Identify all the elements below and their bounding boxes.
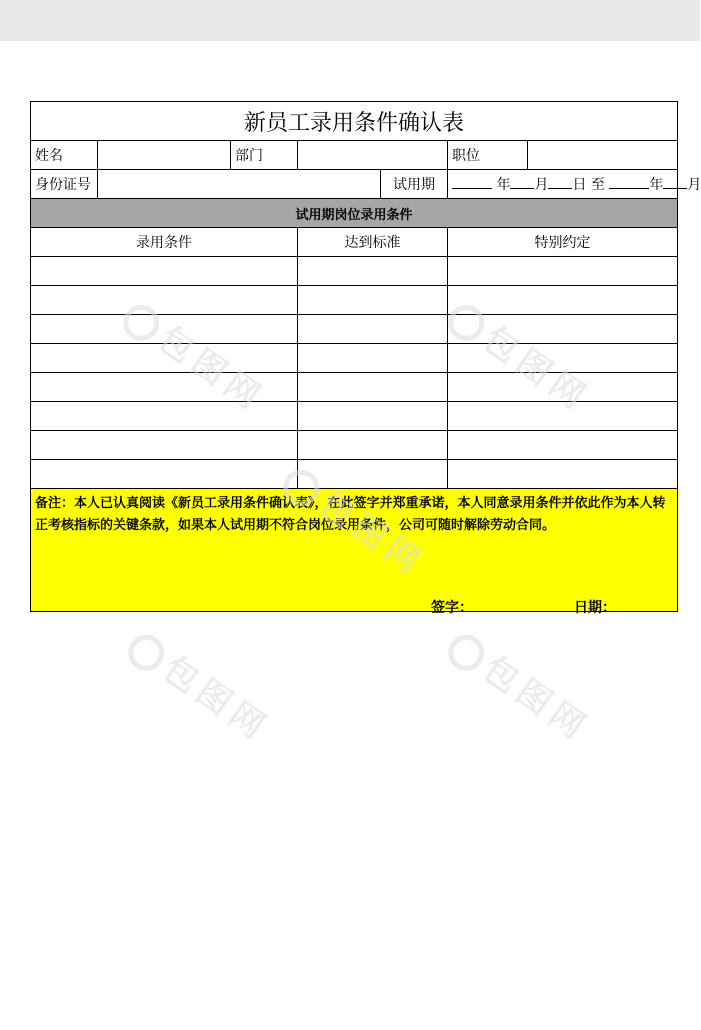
condition-cell[interactable] bbox=[31, 402, 298, 431]
special-cell[interactable] bbox=[448, 460, 678, 489]
position-label: 职位 bbox=[448, 141, 528, 170]
signature-line bbox=[31, 597, 677, 616]
confirmation-form bbox=[30, 101, 701, 616]
condition-cell[interactable] bbox=[31, 286, 298, 315]
table-row bbox=[31, 402, 678, 431]
watermark-icon: 包图网 bbox=[276, 453, 437, 586]
watermark-icon: 包图网 bbox=[121, 618, 282, 751]
table-row bbox=[31, 460, 678, 489]
condition-cell[interactable] bbox=[31, 344, 298, 373]
id-field[interactable] bbox=[98, 170, 381, 199]
special-cell[interactable] bbox=[448, 286, 678, 315]
form-title: 新员工录用条件确认表 bbox=[31, 102, 678, 141]
dept-label: 部门 bbox=[231, 141, 298, 170]
note-box bbox=[31, 489, 678, 616]
note-text: 备注：本人已认真阅读《新员工录用条件确认表》，在此签字并郑重承诺，本人同意录用条件并依此作为本人转正考核指标的关键条款，如果本人试用期不符合岗位录用条件，公司可随时解除劳动合同。 bbox=[35, 496, 666, 533]
special-cell[interactable] bbox=[448, 373, 678, 402]
period-day1: 日 至 bbox=[572, 177, 605, 193]
special-cell[interactable] bbox=[448, 431, 678, 460]
period-year2: 年 bbox=[649, 177, 664, 193]
table-row bbox=[31, 431, 678, 460]
watermark-icon: 包图网 bbox=[441, 618, 602, 751]
standard-cell[interactable] bbox=[298, 286, 448, 315]
trial-label: 试用期 bbox=[381, 170, 448, 199]
top-bar bbox=[0, 0, 700, 41]
condition-cell[interactable] bbox=[31, 373, 298, 402]
special-cell[interactable] bbox=[448, 402, 678, 431]
column-header: 特别约定 bbox=[448, 228, 678, 257]
id-label: 身份证号 bbox=[31, 170, 98, 199]
table-row bbox=[31, 344, 678, 373]
condition-cell[interactable] bbox=[31, 460, 298, 489]
watermark-icon: 包图网 bbox=[116, 288, 277, 421]
standard-cell[interactable] bbox=[298, 315, 448, 344]
column-header: 录用条件 bbox=[31, 228, 298, 257]
standard-cell[interactable] bbox=[298, 402, 448, 431]
name-field[interactable] bbox=[98, 141, 231, 170]
position-field[interactable] bbox=[528, 141, 678, 170]
watermark-icon: 包图网 bbox=[441, 288, 602, 421]
section-title: 试用期岗位录用条件 bbox=[31, 199, 678, 228]
sign-label: 签字： bbox=[431, 600, 473, 616]
table-row bbox=[31, 286, 678, 315]
table-row bbox=[31, 257, 678, 286]
date-label: 日期： bbox=[574, 600, 616, 616]
special-cell[interactable] bbox=[448, 315, 678, 344]
standard-cell[interactable] bbox=[298, 257, 448, 286]
column-header: 达到标准 bbox=[298, 228, 448, 257]
trial-period-field[interactable] bbox=[448, 170, 701, 199]
condition-cell[interactable] bbox=[31, 257, 298, 286]
dept-field[interactable] bbox=[298, 141, 448, 170]
special-cell[interactable] bbox=[448, 344, 678, 373]
standard-cell[interactable] bbox=[298, 460, 448, 489]
condition-cell[interactable] bbox=[31, 431, 298, 460]
standard-cell[interactable] bbox=[298, 431, 448, 460]
name-label: 姓名 bbox=[31, 141, 98, 170]
period-month2: 月 bbox=[687, 177, 701, 193]
period-year1: 年 bbox=[496, 177, 511, 193]
special-cell[interactable] bbox=[448, 257, 678, 286]
period-month1: 月 bbox=[534, 177, 549, 193]
table-row bbox=[31, 373, 678, 402]
standard-cell[interactable] bbox=[298, 344, 448, 373]
standard-cell[interactable] bbox=[298, 373, 448, 402]
condition-cell[interactable] bbox=[31, 315, 298, 344]
table-row bbox=[31, 315, 678, 344]
